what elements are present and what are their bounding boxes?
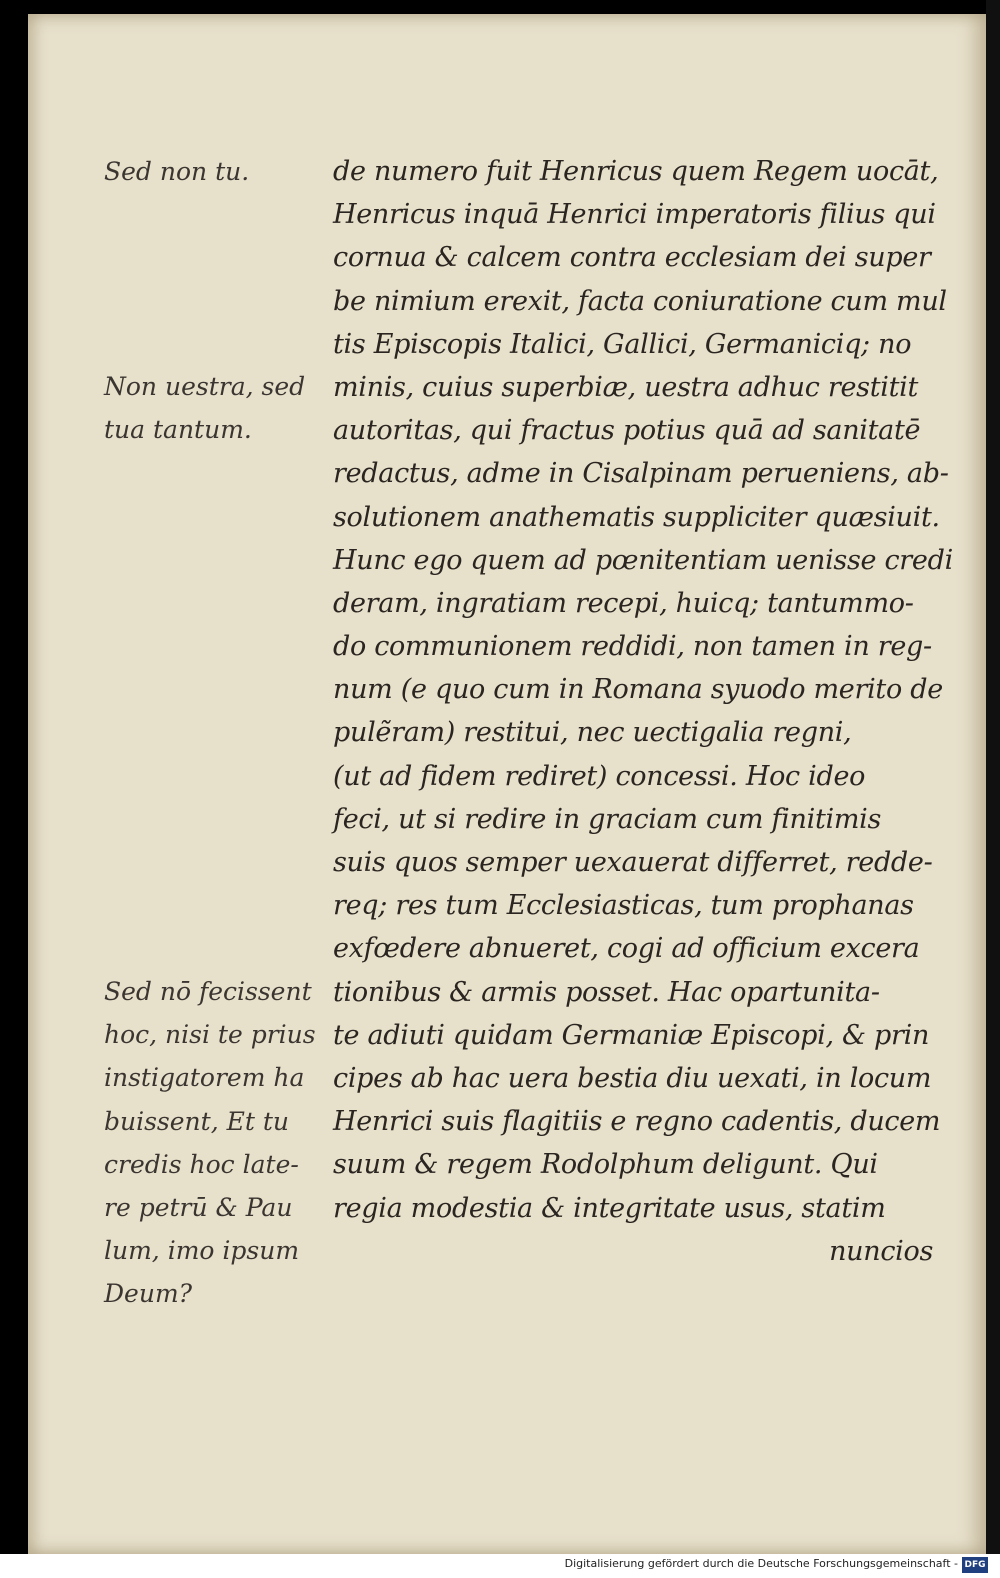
text-line: Hunc ego quem ad pœnitentiam uenisse credi (333, 544, 953, 576)
dfg-logo-icon: DFG (962, 1557, 988, 1573)
margin-note-line: credis hoc late- (104, 1149, 299, 1179)
text-line: deram, ingratiam recepi, huicq; tantummo- (333, 587, 914, 619)
text-line: suis quos semper uexauerat differret, redde- (333, 847, 933, 878)
margin-note-line: lum, imo ipsum (104, 1236, 300, 1266)
text-line: te adiuti quidam Germaniæ Episcopi, & prin (333, 1019, 930, 1051)
margin-note-line: Sed non tu. (104, 157, 250, 186)
text-line: feci, ut si redire in graciam cum finitimis (333, 803, 882, 835)
text-line: be nimium erexit, facta coniuratione cum mul (333, 285, 947, 317)
text-line: num (e quo cum in Romana syuodo merito de (333, 674, 943, 706)
margin-note-2 (104, 365, 329, 451)
text-line: Henrici suis flagitiis e regno cadentis, ducem (333, 1106, 941, 1138)
margin-note-3 (104, 970, 329, 1316)
page-right-edge (986, 0, 1000, 1578)
text-line: minis, cuius superbiæ, uestra adhuc restitit (333, 371, 919, 403)
text-line: req; res tum Ecclesiasticas, tum prophanas (333, 890, 914, 922)
catchword: nuncios (829, 1235, 933, 1267)
text-line: autoritas, qui fractus potius quā ad sanitatē (333, 415, 921, 447)
text-line: de numero fuit Henricus quem Regem uocāt, (333, 156, 939, 187)
text-line: solutionem anathematis suppliciter quæsiuit. (333, 501, 940, 533)
main-text-column (333, 150, 953, 1273)
margin-note-line: hoc, nisi te prius (104, 1020, 316, 1050)
text-line: Henricus inquā Henrici imperatoris filius qui (333, 199, 936, 231)
text-line: pulẽram) restitui, nec uectigalia regni, (333, 717, 852, 749)
text-line: tionibus & armis posset. Hac opartunita- (333, 976, 880, 1008)
footer-credit: Digitalisierung gefördert durch die Deutsche Forschungsgemeinschaft - (564, 1557, 958, 1570)
footer-bar (0, 1554, 1000, 1578)
margin-note-line: buissent, Et tu (104, 1106, 289, 1136)
text-line: exfœdere abnueret, cogi ad officium excera (333, 933, 920, 965)
margin-note-1 (104, 150, 329, 193)
margin-note-line: re petrū & Pau (104, 1192, 293, 1222)
text-line: cipes ab hac uera bestia diu uexati, in locum (333, 1062, 932, 1094)
margin-note-line: Deum? (104, 1279, 193, 1309)
text-line: suum & regem Rodolphum deligunt. Qui (333, 1149, 878, 1181)
text-line: (ut ad fidem rediret) concessi. Hoc ideo (333, 760, 866, 792)
text-line: cornua & calcem contra ecclesiam dei super (333, 242, 931, 274)
text-line: regia modestia & integritate usus, statim (333, 1192, 886, 1224)
margin-note-line: instigatorem ha (104, 1063, 305, 1093)
text-line: redactus, adme in Cisalpinam perueniens, ab- (333, 458, 949, 490)
margin-note-line: tua tantum. (104, 415, 252, 445)
margin-note-line: Non uestra, sed (104, 372, 306, 401)
text-line: do communionem reddidi, non tamen in reg- (333, 631, 932, 663)
margin-note-line: Sed nō fecissent (104, 977, 312, 1006)
text-line: tis Episcopis Italici, Gallici, Germaniciq; no (333, 328, 912, 360)
